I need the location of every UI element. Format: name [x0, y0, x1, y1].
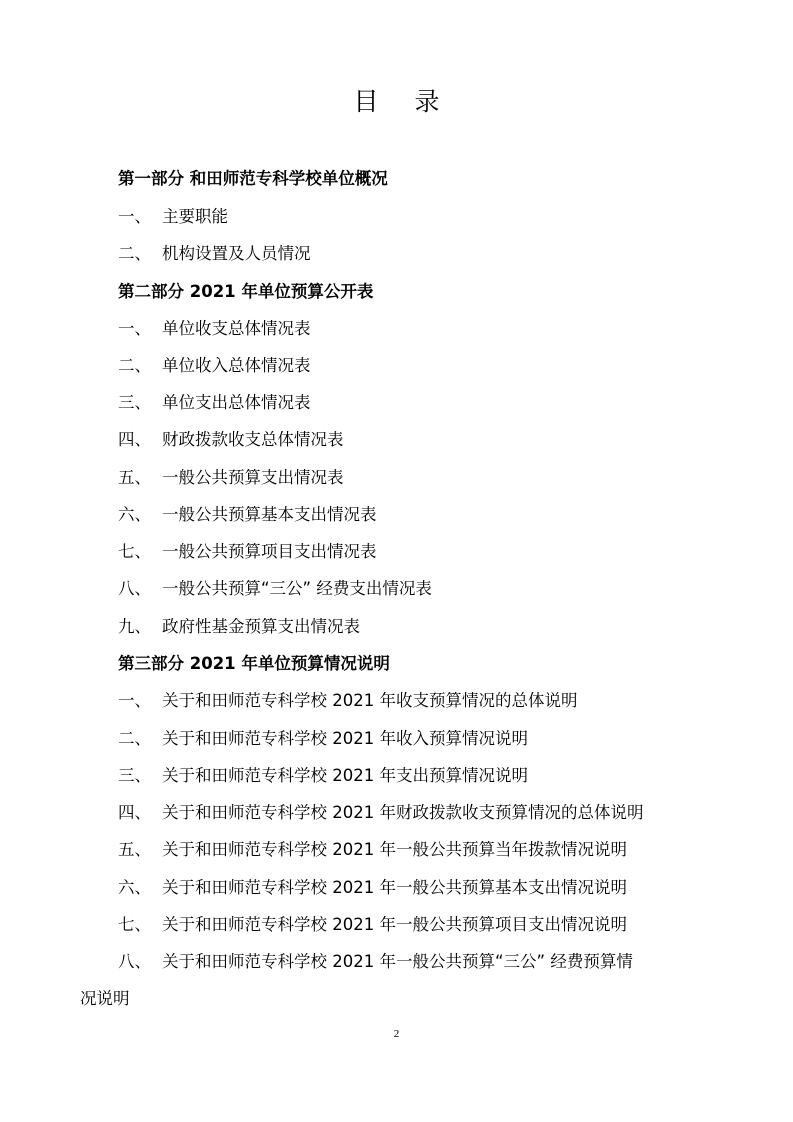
- toc-item-text: 单位收入总体情况表: [162, 356, 311, 375]
- toc-item: [118, 206, 228, 228]
- toc-item-text: 政府性基金预算支出情况表: [162, 617, 360, 636]
- toc-item: [118, 839, 627, 861]
- toc-item-number: 九、: [118, 617, 151, 636]
- toc-item: [118, 318, 311, 340]
- toc-item-text: 关于和田师范专科学校 2021 年收入预算情况说明: [162, 729, 528, 748]
- section-heading-2: 第二部分 2021 年单位预算公开表: [118, 282, 374, 301]
- section-heading-1: 第一部分 和田师范专科学校单位概况: [118, 169, 388, 188]
- toc-item-number: 四、: [118, 430, 151, 449]
- toc-item: [118, 616, 360, 638]
- toc-item: [118, 467, 344, 489]
- page-title: 目 录: [353, 87, 454, 116]
- toc-item: [118, 765, 528, 787]
- toc-item-text: 一般公共预算基本支出情况表: [162, 505, 377, 524]
- toc-item-number: 一、: [118, 319, 151, 338]
- section-heading-3: 第三部分 2021 年单位预算情况说明: [118, 654, 390, 673]
- toc-item-number: 七、: [118, 542, 151, 561]
- toc-item: [118, 392, 311, 414]
- toc-item-number: 八、: [118, 952, 151, 971]
- toc-item: [118, 243, 311, 265]
- toc-item: [118, 504, 377, 526]
- toc-item-number: 二、: [118, 729, 151, 748]
- toc-item: [118, 429, 344, 451]
- toc-item: [118, 690, 577, 712]
- toc-item: [118, 914, 627, 936]
- toc-item: [118, 578, 432, 600]
- page-number: 2: [393, 1028, 400, 1040]
- toc-item-number: 八、: [118, 579, 151, 598]
- toc-item-text: 主要职能: [162, 207, 228, 226]
- toc-item: [118, 951, 633, 973]
- toc-item-number: 二、: [118, 356, 151, 375]
- toc-item-number: 六、: [118, 505, 151, 524]
- toc-item-text: 财政拨款收支总体情况表: [162, 430, 344, 449]
- toc-item-number: 四、: [118, 803, 151, 822]
- toc-item-number: 五、: [118, 468, 151, 487]
- toc-item-text: 机构设置及人员情况: [162, 244, 311, 263]
- toc-item: [118, 541, 377, 563]
- toc-item-text: 关于和田师范专科学校 2021 年一般公共预算项目支出情况说明: [162, 915, 627, 934]
- toc-item-number: 一、: [118, 691, 151, 710]
- toc-item-text: 关于和田师范专科学校 2021 年一般公共预算“三公” 经费预算情: [162, 952, 633, 971]
- toc-item-number: 一、: [118, 207, 151, 226]
- toc-item-text: 一般公共预算项目支出情况表: [162, 542, 377, 561]
- toc-item: [118, 802, 643, 824]
- toc-item-number: 五、: [118, 840, 151, 859]
- toc-item-text: 单位支出总体情况表: [162, 393, 311, 412]
- toc-item: [118, 877, 627, 899]
- toc-item-text: 关于和田师范专科学校 2021 年收支预算情况的总体说明: [162, 691, 578, 710]
- toc-item-continuation: 况说明: [80, 989, 130, 1008]
- toc-item-text: 关于和田师范专科学校 2021 年一般公共预算当年拨款情况说明: [162, 840, 627, 859]
- toc-item-text: 关于和田师范专科学校 2021 年财政拨款收支预算情况的总体说明: [162, 803, 644, 822]
- toc-item: [118, 355, 311, 377]
- toc-item: [118, 728, 528, 750]
- toc-item-number: 三、: [118, 766, 151, 785]
- toc-item-text: 关于和田师范专科学校 2021 年一般公共预算基本支出情况说明: [162, 878, 627, 897]
- toc-item-number: 二、: [118, 244, 151, 263]
- toc-item-number: 三、: [118, 393, 151, 412]
- toc-item-text: 一般公共预算“三公” 经费支出情况表: [162, 579, 432, 598]
- toc-item-number: 六、: [118, 878, 151, 897]
- toc-item-number: 七、: [118, 915, 151, 934]
- toc-item-text: 一般公共预算支出情况表: [162, 468, 344, 487]
- toc-item-text: 单位收支总体情况表: [162, 319, 311, 338]
- toc-item-text: 关于和田师范专科学校 2021 年支出预算情况说明: [162, 766, 528, 785]
